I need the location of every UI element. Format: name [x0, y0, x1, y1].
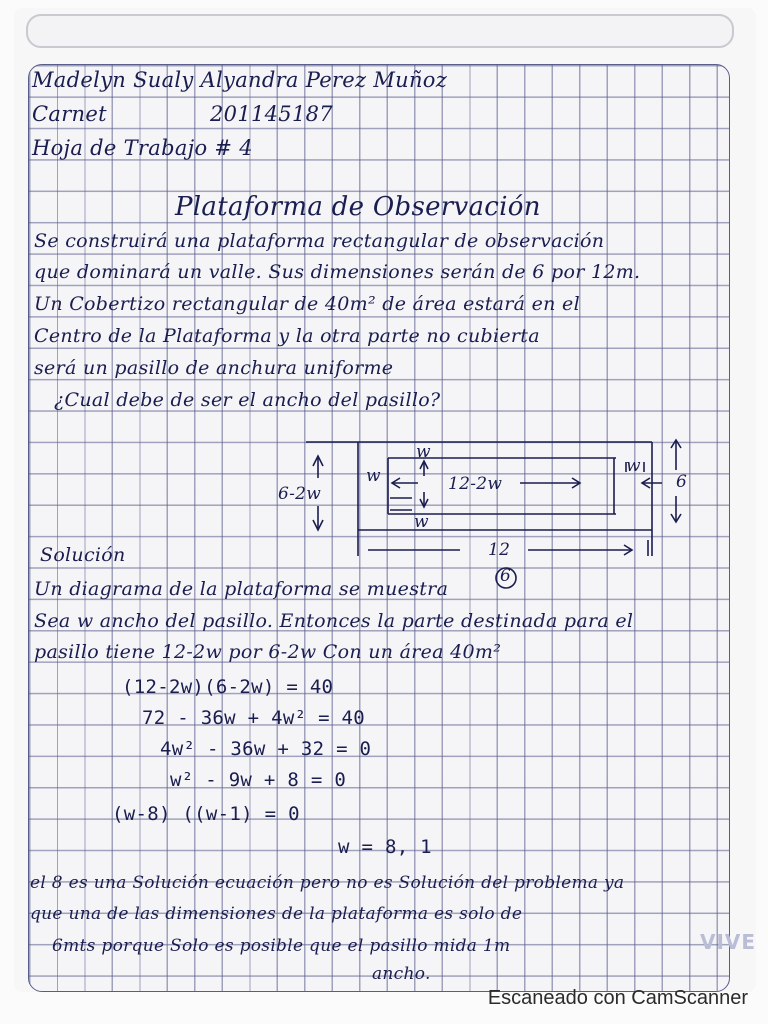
equation-5: (w-8) ((w-1) = 0 — [112, 803, 300, 825]
diagram-label-w-left: w — [366, 466, 381, 486]
equation-2: 72 - 36w + 4w² = 40 — [142, 707, 366, 729]
conclusion-line-4: ancho. — [372, 964, 431, 984]
problem-line-1: Se construirá una plataforma rectangular de observación — [34, 230, 605, 252]
conclusion-line-3: 6mts porque Solo es posible que el pasillo mida 1m — [52, 936, 511, 956]
diagram-label-inner-length: 12-2w — [448, 474, 503, 494]
diagram-label-w-bottom: w — [414, 512, 429, 532]
diagram-label-side-height: 6 — [676, 472, 688, 492]
problem-line-2: que dominará un valle. Sus dimensiones serán de 6 por 12m. — [34, 261, 641, 283]
equation-3: 4w² - 36w + 32 = 0 — [160, 738, 372, 760]
problem-line-4: Centro de la Plataforma y la otra parte no cubierta — [34, 325, 540, 347]
diagram-label-w-right: w — [626, 456, 641, 476]
carnet-label: Carnet — [32, 102, 107, 126]
solution-line-2: Sea w ancho del pasillo. Entonces la parte destinada para el — [34, 610, 634, 632]
solution-line-1: Un diagrama de la plataforma se muestra — [34, 578, 449, 600]
equation-6: w = 8, 1 — [338, 836, 432, 858]
equation-1: (12-2w)(6-2w) = 40 — [122, 676, 334, 698]
carnet-value: 201145187 — [210, 102, 333, 126]
problem-title: Plataforma de Observación — [175, 192, 541, 222]
camscanner-footer: Escaneado con CamScanner — [487, 987, 748, 1009]
vive-watermark: VIVE — [700, 930, 757, 954]
conclusion-line-2: que una de las dimensiones de la plataforma es solo de — [30, 904, 523, 924]
diagram-label-circled: 6 — [500, 566, 512, 586]
diagram-label-w-top: w — [416, 442, 431, 462]
problem-line-3: Un Cobertizo rectangular de 40m² de área estará en el — [34, 293, 580, 315]
diagram-label-bottom-length: 12 — [488, 540, 511, 560]
conclusion-line-1: el 8 es una Solución ecuación pero no es Solución del problema ya — [30, 873, 625, 893]
problem-line-5: será un pasillo de anchura uniforme — [34, 357, 394, 379]
problem-question: ¿Cual debe de ser el ancho del pasillo? — [54, 389, 441, 411]
worksheet-title: Hoja de Trabajo # 4 — [32, 136, 253, 160]
solution-heading: Solución — [40, 544, 126, 566]
student-name: Madelyn Sualy Alyandra Perez Muñoz — [32, 68, 448, 92]
equation-4: w² - 9w + 8 = 0 — [170, 769, 347, 791]
diagram-label-outer-height: 6-2w — [278, 484, 322, 504]
solution-line-3: pasillo tiene 12-2w por 6-2w Con un área 40m² — [34, 641, 502, 663]
